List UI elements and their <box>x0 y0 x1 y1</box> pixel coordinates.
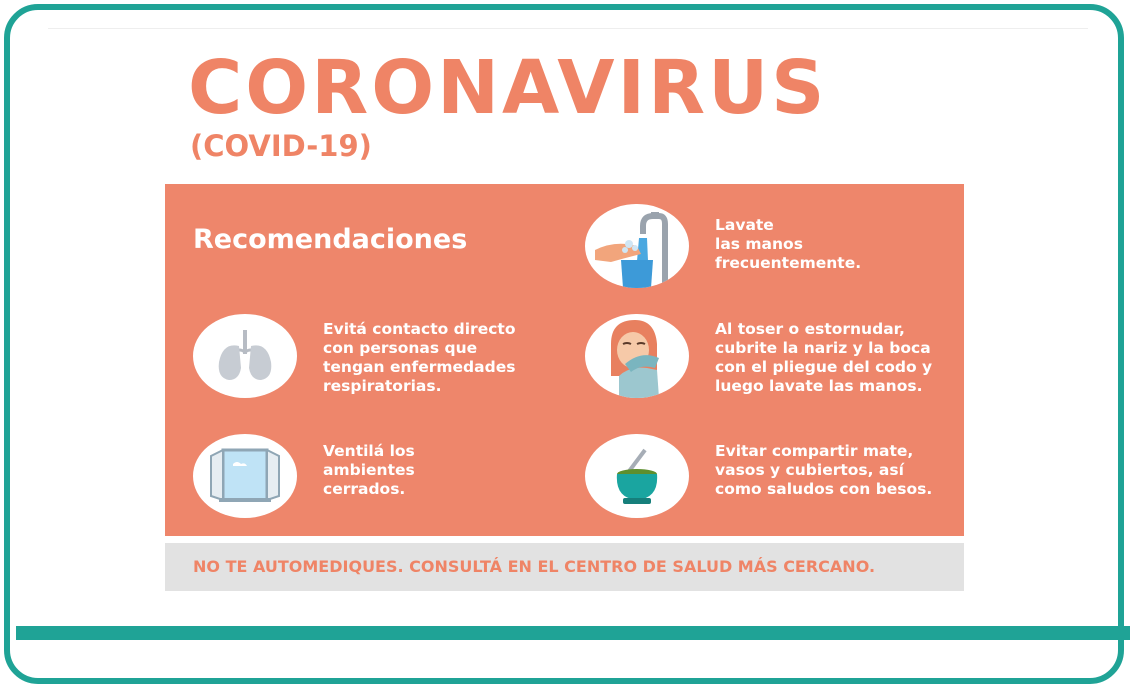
recommendation-text: Evitá contacto directo con personas que tengan enfermedades respiratorias. <box>323 320 516 395</box>
bottom-band <box>16 626 1130 640</box>
poster-subtitle: (COVID-19) <box>190 129 372 163</box>
sneezing-person-icon <box>585 314 689 398</box>
recommendations-heading: Recomendaciones <box>193 224 468 255</box>
poster-title: CORONAVIRUS <box>188 45 828 131</box>
recommendations-panel <box>165 184 964 536</box>
recommendation-text: Lavate las manos frecuentemente. <box>715 216 862 272</box>
open-window-icon <box>193 434 297 518</box>
recommendation-text: Evitar compartir mate, vasos y cubiertos, así como saludos con besos. <box>715 442 933 498</box>
top-divider <box>48 28 1088 29</box>
footer-bar <box>165 543 964 591</box>
recommendation-text: Ventilá los ambientes cerrados. <box>323 442 415 498</box>
mate-cup-icon <box>585 434 689 518</box>
recommendation-text: Al toser o estornudar, cubrite la nariz y la boca con el pliegue del codo y luego lavate las manos. <box>715 320 933 395</box>
hand-washing-icon <box>585 204 689 288</box>
lungs-icon <box>193 314 297 398</box>
footer-warning: NO TE AUTOMEDIQUES. CONSULTÁ EN EL CENTRO DE SALUD MÁS CERCANO. <box>193 557 876 576</box>
